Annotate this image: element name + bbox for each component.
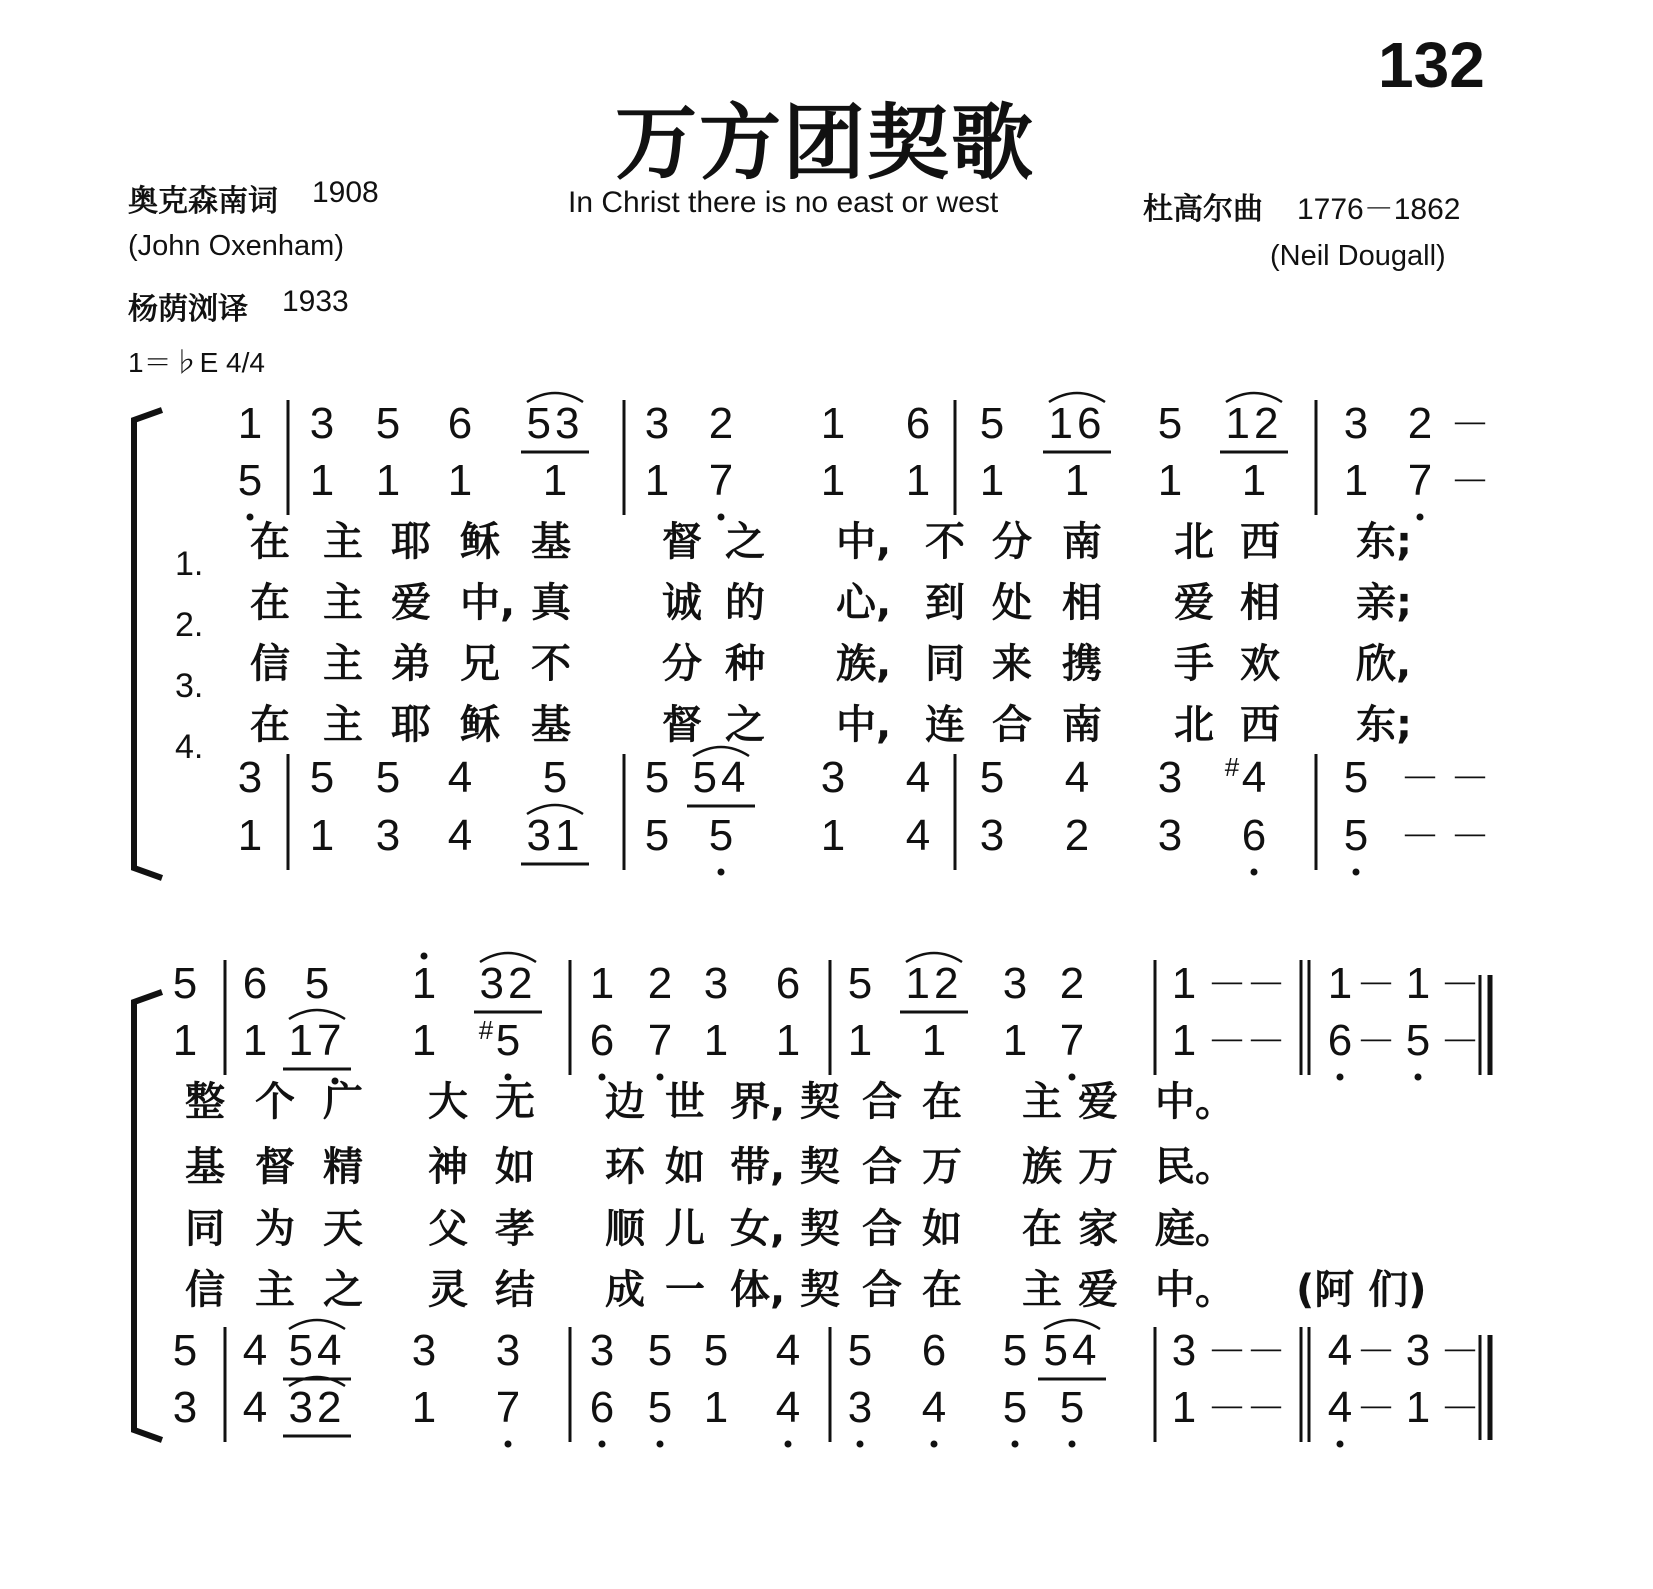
note: 1	[820, 456, 846, 505]
note-pair: 32	[479, 959, 537, 1008]
lyric-syllable: 携	[1062, 641, 1102, 687]
lyric-syllable: 主	[255, 1267, 295, 1313]
lyric-syllable: 民。	[1155, 1144, 1235, 1190]
lyric-syllable: 之	[725, 702, 765, 748]
note-pair: 54	[288, 1326, 346, 1375]
note: 4	[905, 753, 931, 802]
lyric-syllable: 爱	[1078, 1267, 1118, 1313]
lyric-syllable: 合	[862, 1206, 902, 1252]
note: 1	[411, 1383, 437, 1432]
lyric-syllable: 分	[992, 519, 1032, 565]
lyric-syllable: 弟	[391, 641, 431, 687]
note: 1	[1405, 959, 1431, 1008]
note: 1	[172, 1016, 198, 1065]
dash-mark: －	[1356, 963, 1396, 1007]
note: 1	[242, 1016, 268, 1065]
note: 1	[1343, 456, 1369, 505]
lyric-syllable: 契	[800, 1144, 840, 1190]
lyric-syllable: 结	[495, 1267, 535, 1313]
lyric-syllable: 耶	[391, 519, 431, 565]
octave-dot	[1012, 1441, 1019, 1448]
note: 2	[708, 399, 734, 448]
lyric-syllable: 如	[495, 1144, 535, 1190]
note: 5	[1002, 1326, 1028, 1375]
dash-mark: －	[1207, 1020, 1247, 1064]
note-pair: 31	[526, 811, 584, 860]
note: 6	[1241, 811, 1267, 860]
note: 1	[542, 456, 568, 505]
octave-dot	[857, 1441, 864, 1448]
octave-dot	[785, 1441, 792, 1448]
lyric-syllable: 带,	[730, 1144, 786, 1190]
lyric-syllable: 族	[1022, 1144, 1062, 1190]
note: 3	[172, 1383, 198, 1432]
lyric-syllable: 主	[323, 580, 363, 626]
note: 5	[1405, 1016, 1431, 1065]
note: 1	[703, 1016, 729, 1065]
note: 1	[820, 811, 846, 860]
note: 3	[847, 1383, 873, 1432]
note: 5	[847, 959, 873, 1008]
lyric-syllable: 如	[922, 1206, 962, 1252]
note: 4	[921, 1383, 947, 1432]
note: 1	[237, 811, 263, 860]
lyric-syllable: 真	[531, 580, 571, 626]
composer-credit: 杜高尔曲	[1143, 192, 1263, 227]
translator-credit: 杨荫浏译	[128, 292, 248, 327]
note: 6	[1327, 1016, 1353, 1065]
dash-mark: －	[1450, 815, 1490, 859]
lyric-syllable: 如	[665, 1144, 705, 1190]
note-pair: 16	[1048, 399, 1106, 448]
note: 4	[447, 753, 473, 802]
note: 1	[847, 1016, 873, 1065]
note: 3	[1405, 1326, 1431, 1375]
note: 5	[847, 1326, 873, 1375]
note: 6	[589, 1016, 615, 1065]
lyric-syllable: 同	[185, 1206, 225, 1252]
lyric-syllable: 广	[323, 1079, 363, 1125]
lyric-syllable: 不	[531, 641, 571, 687]
octave-dot	[1251, 869, 1258, 876]
note: 1	[411, 1016, 437, 1065]
key-signature: 1＝♭E 4/4	[128, 347, 265, 378]
verse-number: 2.	[175, 606, 204, 644]
verse-number: 4.	[175, 728, 204, 766]
lyric-syllable: 女,	[730, 1206, 786, 1252]
note: 2	[647, 959, 673, 1008]
lyric-syllable: 基	[185, 1144, 225, 1190]
lyric-syllable: 神	[428, 1144, 468, 1190]
lyric-syllable: 不	[925, 519, 965, 565]
note: 4	[1241, 753, 1267, 802]
octave-dot	[718, 514, 725, 521]
note-pair: 12	[905, 959, 963, 1008]
lyric-syllable: 在	[250, 702, 290, 748]
lyric-syllable: 合	[862, 1267, 902, 1313]
dash-mark: －	[1440, 963, 1480, 1007]
note: 7	[1059, 1016, 1085, 1065]
note: 4	[242, 1383, 268, 1432]
dash-mark: －	[1400, 815, 1440, 859]
note: 3	[1157, 753, 1183, 802]
note-pair: 32	[288, 1383, 346, 1432]
note: 7	[1407, 456, 1433, 505]
note: 3	[589, 1326, 615, 1375]
note-pair: 54	[1043, 1326, 1101, 1375]
lyric-syllable: 体,	[730, 1267, 786, 1313]
note: 1	[703, 1383, 729, 1432]
lyric-syllable: 中。	[1155, 1079, 1235, 1125]
lyric-syllable: 为	[255, 1206, 295, 1252]
note: 5	[708, 811, 734, 860]
lyric-syllable: 手	[1174, 641, 1214, 687]
note: 5	[703, 1326, 729, 1375]
lyric-syllable: 中,	[460, 580, 516, 626]
system-1	[175, 393, 1490, 876]
dash-mark: －	[1440, 1387, 1480, 1431]
note: 5	[1343, 811, 1369, 860]
lyric-syllable: 精	[323, 1144, 363, 1190]
lyric-syllable: 的	[725, 580, 765, 626]
note: 7	[495, 1383, 521, 1432]
lyric-syllable: 心,	[836, 580, 892, 626]
note: 4	[242, 1326, 268, 1375]
lyric-syllable: 在	[922, 1267, 962, 1313]
lyric-syllable: 诚	[662, 580, 702, 626]
note: 5	[979, 753, 1005, 802]
note: 1	[775, 1016, 801, 1065]
note: 4	[905, 811, 931, 860]
octave-dot	[1415, 1074, 1422, 1081]
note: 5	[1059, 1383, 1085, 1432]
lyric-syllable: 主	[323, 641, 363, 687]
octave-dot	[1353, 869, 1360, 876]
lyric-syllable: 到	[925, 580, 965, 626]
hymn-title: 万方团契歌	[615, 96, 1036, 191]
note: 1	[237, 399, 263, 448]
note: 7	[708, 456, 734, 505]
lyricist-credit: 奥克森南词	[128, 184, 278, 219]
lyric-syllable: 主	[1022, 1079, 1062, 1125]
note: 2	[1407, 399, 1433, 448]
note: 1	[411, 959, 437, 1008]
lyric-syllable: 中,	[836, 702, 892, 748]
lyric-syllable: 孝	[495, 1206, 535, 1252]
lyric-syllable: 南	[1062, 519, 1102, 565]
note: 3	[1171, 1326, 1197, 1375]
note-pair: 17	[288, 1016, 346, 1065]
lyric-syllable: 成	[605, 1267, 645, 1313]
lyric-syllable: 大	[428, 1079, 468, 1125]
note: 5	[309, 753, 335, 802]
note: 1	[921, 1016, 947, 1065]
note: 4	[775, 1326, 801, 1375]
note: 5	[304, 959, 330, 1008]
lyric-syllable: 信	[250, 641, 290, 687]
system-bracket	[134, 992, 162, 1440]
dash-mark: －	[1450, 757, 1490, 801]
dash-mark: －	[1440, 1330, 1480, 1374]
lyric-syllable: 爱	[391, 580, 431, 626]
note: 5	[644, 811, 670, 860]
lyric-syllable: 合	[862, 1079, 902, 1125]
note-pair: 54	[692, 753, 750, 802]
note: 6	[447, 399, 473, 448]
lyric-syllable: 相	[1240, 580, 1280, 626]
lyric-syllable: 耶	[391, 702, 431, 748]
lyric-syllable: 分	[662, 641, 702, 687]
lyric-syllable: 庭。	[1155, 1206, 1235, 1252]
composer-latin-name: (Neil Dougall)	[1270, 240, 1446, 272]
lyric-syllable: 万	[922, 1144, 962, 1190]
note: 1	[375, 456, 401, 505]
dash-mark: －	[1246, 963, 1286, 1007]
note: 3	[1157, 811, 1183, 860]
lyricist-year: 1908	[312, 176, 379, 209]
octave-dot	[421, 953, 428, 960]
lyric-syllable: 家	[1078, 1206, 1118, 1252]
note: 3	[495, 1326, 521, 1375]
note: 4	[1327, 1326, 1353, 1375]
lyric-syllable: 稣	[460, 702, 500, 748]
note: 1	[1002, 1016, 1028, 1065]
note: 3	[644, 399, 670, 448]
lyric-syllable: 督	[255, 1144, 295, 1190]
lyric-syllable: 主	[323, 519, 363, 565]
note: 6	[905, 399, 931, 448]
lyric-syllable: 合	[862, 1144, 902, 1190]
note: 1	[589, 959, 615, 1008]
english-title: In Christ there is no east or west	[568, 186, 999, 219]
note: 5	[644, 753, 670, 802]
note: 5	[375, 753, 401, 802]
note: 1	[1064, 456, 1090, 505]
note: 3	[703, 959, 729, 1008]
lyric-syllable: 一	[665, 1267, 705, 1313]
note: 1	[1171, 959, 1197, 1008]
octave-dot	[1337, 1441, 1344, 1448]
octave-dot	[657, 1074, 664, 1081]
octave-dot	[718, 869, 725, 876]
lyric-syllable: 合	[992, 702, 1032, 748]
lyric-syllable: 界,	[730, 1079, 786, 1125]
lyric-syllable: 基	[531, 519, 571, 565]
dash-mark: －	[1246, 1020, 1286, 1064]
lyric-syllable: 中,	[836, 519, 892, 565]
lyric-syllable: 种	[725, 641, 765, 687]
note: 1	[905, 456, 931, 505]
note: 3	[309, 399, 335, 448]
octave-dot	[1069, 1441, 1076, 1448]
note: 6	[589, 1383, 615, 1432]
lyric-syllable: 西	[1240, 702, 1280, 748]
note: 3	[979, 811, 1005, 860]
note: 2	[1059, 959, 1085, 1008]
octave-dot	[599, 1441, 606, 1448]
lyric-syllable: 信	[185, 1267, 225, 1313]
lyric-syllable: 族,	[836, 641, 892, 687]
lyric-syllable: 中。	[1155, 1267, 1235, 1313]
note: 1	[644, 456, 670, 505]
dash-mark: －	[1246, 1387, 1286, 1431]
lyric-syllable: 爱	[1174, 580, 1214, 626]
dash-mark: －	[1450, 403, 1490, 447]
octave-dot	[1417, 514, 1424, 521]
lyric-syllable: 在	[1022, 1206, 1062, 1252]
note: 3	[237, 753, 263, 802]
note: 1	[309, 811, 335, 860]
note: 1	[309, 456, 335, 505]
dash-mark: －	[1400, 757, 1440, 801]
lyric-syllable: 爱	[1078, 1079, 1118, 1125]
lyric-syllable: 契	[800, 1267, 840, 1313]
octave-dot	[657, 1441, 664, 1448]
dash-mark: －	[1207, 1330, 1247, 1374]
note: 5	[172, 1326, 198, 1375]
note: 6	[921, 1326, 947, 1375]
system-2	[173, 953, 1490, 1448]
note: 1	[1241, 456, 1267, 505]
composer-years: 1776－1862	[1297, 193, 1461, 226]
dash-mark: －	[1207, 1387, 1247, 1431]
note: 5	[979, 399, 1005, 448]
note-pair: 12	[1225, 399, 1283, 448]
dash-mark: －	[1207, 963, 1247, 1007]
lyric-syllable: 南	[1062, 702, 1102, 748]
note: 3	[411, 1326, 437, 1375]
note: 6	[242, 959, 268, 1008]
lyric-syllable: 主	[323, 702, 363, 748]
dash-mark: －	[1246, 1330, 1286, 1374]
lyric-syllable: 个	[255, 1079, 295, 1125]
lyric-syllable: 西	[1240, 519, 1280, 565]
lyric-syllable: 东;	[1356, 702, 1412, 748]
octave-dot	[931, 1441, 938, 1448]
note: 2	[1064, 811, 1090, 860]
sharp-sign: #	[1224, 752, 1240, 782]
lyric-syllable: 在	[922, 1079, 962, 1125]
lyric-syllable: 无	[495, 1079, 535, 1125]
lyric-syllable: 相	[1062, 580, 1102, 626]
lyric-syllable: 来	[992, 641, 1032, 687]
verse-number: 1.	[175, 545, 204, 583]
lyric-syllable: 顺	[605, 1206, 645, 1252]
note: 4	[1327, 1383, 1353, 1432]
note: 1	[1171, 1016, 1197, 1065]
note-pair: 53	[526, 399, 584, 448]
hymn-number: 132	[1378, 29, 1485, 101]
dash-mark: －	[1356, 1020, 1396, 1064]
lyric-syllable: 父	[428, 1206, 468, 1252]
amen-text: (阿 们)	[1296, 1267, 1427, 1313]
note: 3	[1343, 399, 1369, 448]
note: 5	[647, 1383, 673, 1432]
verse-number: 3.	[175, 667, 204, 705]
lyric-syllable: 稣	[460, 519, 500, 565]
note: 1	[1171, 1383, 1197, 1432]
note: 7	[647, 1016, 673, 1065]
lyric-syllable: 东;	[1356, 519, 1412, 565]
lyric-syllable: 在	[250, 580, 290, 626]
note: 1	[979, 456, 1005, 505]
lyric-syllable: 亲;	[1356, 580, 1412, 626]
note: 5	[375, 399, 401, 448]
note: 5	[1343, 753, 1369, 802]
lyric-syllable: 万	[1078, 1144, 1118, 1190]
lyric-syllable: 契	[800, 1206, 840, 1252]
lyric-syllable: 兄	[460, 641, 500, 687]
lyric-syllable: 欢	[1240, 641, 1280, 687]
lyric-syllable: 边	[605, 1079, 645, 1125]
octave-dot	[1069, 1074, 1076, 1081]
note: 3	[820, 753, 846, 802]
note: 4	[1064, 753, 1090, 802]
dash-mark: －	[1440, 1020, 1480, 1064]
lyric-syllable: 北	[1174, 519, 1214, 565]
lyric-syllable: 之	[725, 519, 765, 565]
note: 1	[1405, 1383, 1431, 1432]
note: 1	[1157, 456, 1183, 505]
lyric-syllable: 主	[1022, 1267, 1062, 1313]
octave-dot	[505, 1441, 512, 1448]
note: 4	[447, 811, 473, 860]
lyricist-latin-name: (John Oxenham)	[128, 230, 344, 262]
note: 5	[647, 1326, 673, 1375]
dash-mark: －	[1356, 1387, 1396, 1431]
note: 5	[1157, 399, 1183, 448]
note: 5	[1002, 1383, 1028, 1432]
lyric-syllable: 北	[1174, 702, 1214, 748]
lyric-syllable: 处	[992, 580, 1032, 626]
note: 1	[1327, 959, 1353, 1008]
dash-mark: －	[1450, 460, 1490, 504]
lyric-syllable: 契	[800, 1079, 840, 1125]
lyric-syllable: 之	[323, 1267, 363, 1313]
note: 5	[237, 456, 263, 505]
lyric-syllable: 世	[665, 1079, 705, 1125]
lyric-syllable: 灵	[428, 1267, 468, 1313]
lyric-syllable: 基	[531, 702, 571, 748]
lyric-syllable: 天	[323, 1206, 363, 1252]
note: 1	[820, 399, 846, 448]
translator-year: 1933	[282, 285, 349, 318]
lyric-syllable: 环	[605, 1144, 645, 1190]
lyric-syllable: 在	[250, 519, 290, 565]
note: 5	[172, 959, 198, 1008]
lyric-syllable: 连	[925, 702, 965, 748]
lyric-syllable: 儿	[665, 1206, 705, 1252]
lyric-syllable: 同	[925, 641, 965, 687]
note: 5	[495, 1016, 521, 1065]
note: 3	[1002, 959, 1028, 1008]
dash-mark: －	[1356, 1330, 1396, 1374]
lyric-syllable: 整	[185, 1079, 225, 1125]
lyric-syllable: 督	[662, 702, 702, 748]
system-bracket	[134, 410, 162, 878]
note: 6	[775, 959, 801, 1008]
note: 1	[447, 456, 473, 505]
lyric-syllable: 欣,	[1356, 641, 1412, 687]
lyric-syllable: 督	[662, 519, 702, 565]
note: 4	[775, 1383, 801, 1432]
sharp-sign: #	[478, 1015, 494, 1045]
note: 3	[375, 811, 401, 860]
octave-dot	[1337, 1074, 1344, 1081]
note: 5	[542, 753, 568, 802]
